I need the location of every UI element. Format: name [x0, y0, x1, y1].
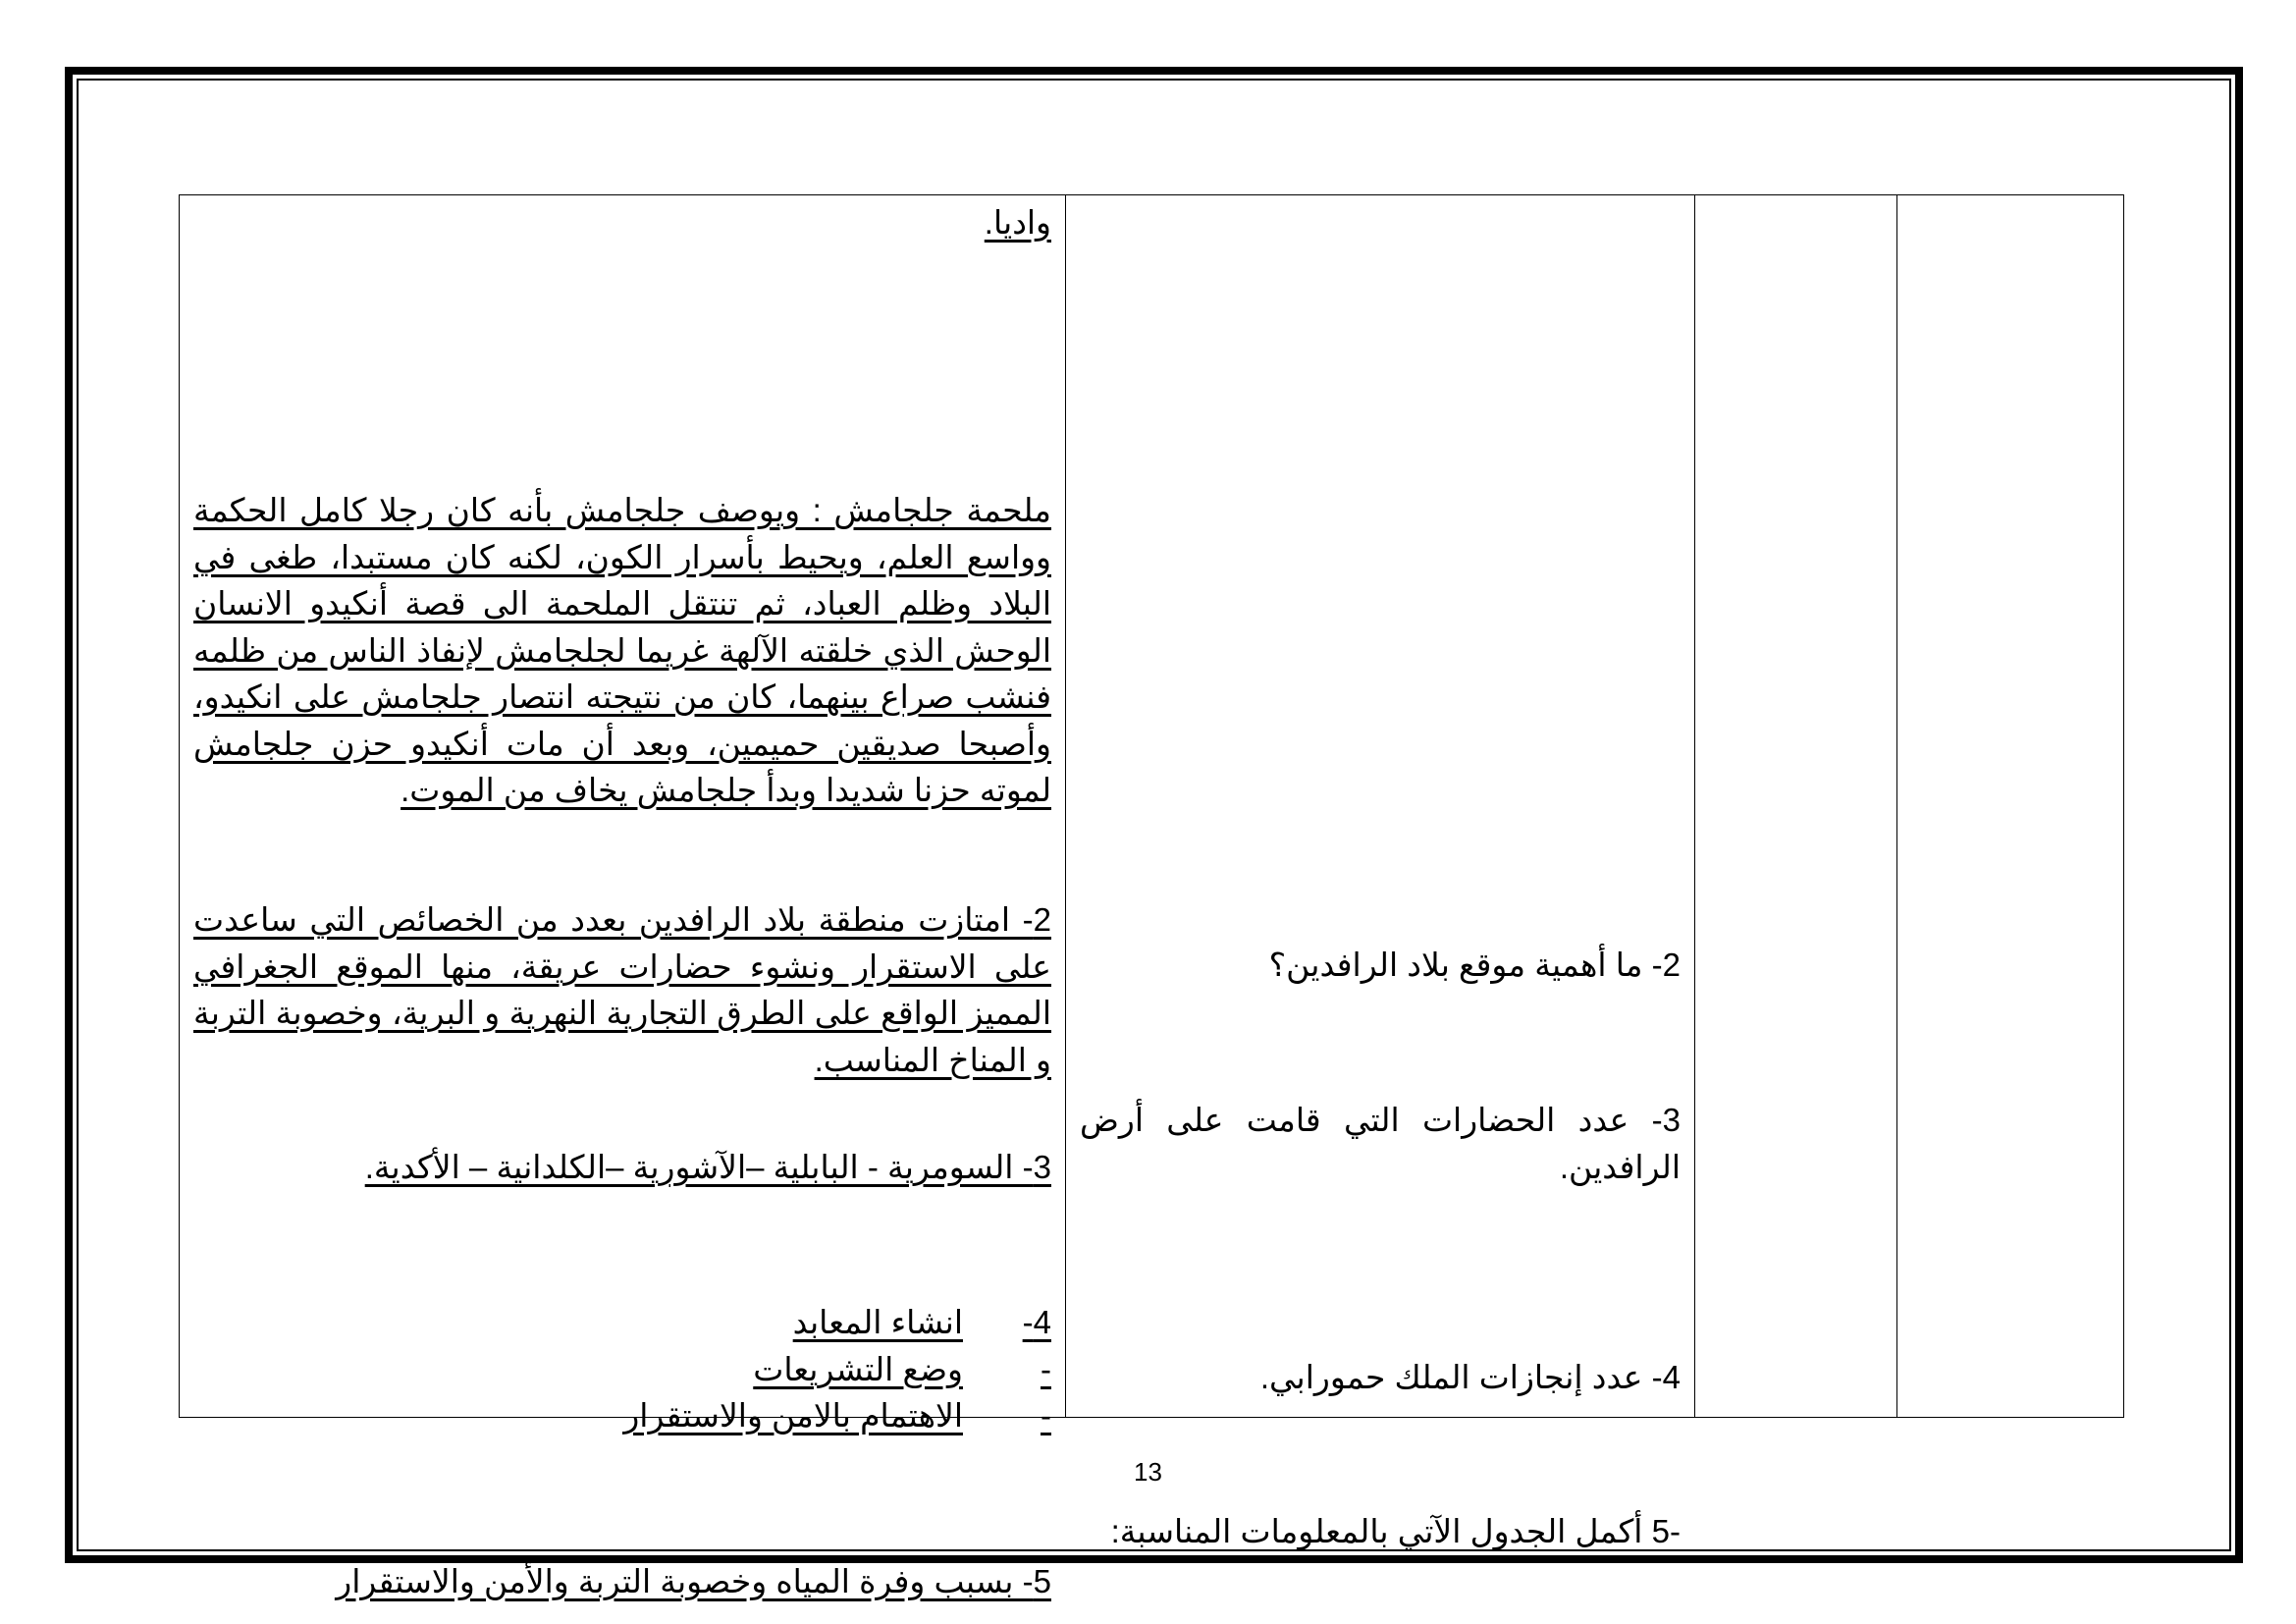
answers-column	[180, 195, 1066, 1599]
list-item	[193, 1299, 1051, 1346]
answer-5: 5- بسبب وفرة المياه وخصوبة التربة والأمن والاستقرار	[336, 1563, 1051, 1599]
list-item-number: -	[1041, 1397, 1051, 1434]
answer-3: 3- السومرية - البابلية –الآشورية –الكلدانية – الأكدية.	[364, 1149, 1051, 1185]
list-item-number: -	[1041, 1350, 1051, 1387]
question-4: 4- عدد إنجازات الملك حمورابي.	[1259, 1359, 1681, 1395]
answer-4-list	[193, 1299, 1051, 1439]
question-3: 3- عدد الحضارات التي قامت على أرض الرافدين.	[1080, 1102, 1681, 1185]
page-number: 13	[1134, 1457, 1162, 1487]
question-2: 2- ما أهمية موقع بلاد الرافدين؟	[1268, 947, 1681, 983]
answer-vadiya: واديا.	[984, 204, 1051, 241]
answer-2: 2- امتازت منطقة بلاد الرافدين بعدد من الخصائص التي ساعدت على الاستقرار ونشوء حضارات عريقة، منها الموقع الجغرافي المميز الواقع على الطرق التجارية النهرية و البرية، وخصوبة التربة و المناخ المناسب.	[193, 901, 1051, 1078]
answer-gilgamesh-epic: ملحمة جلجامش : ويوصف جلجامش بأنه كان رجلا كامل الحكمة وواسع العلم، ويحيط بأسرار الكون، لكنه كان مستبدا، طغى في البلاد وظلم العباد، ثم تنتقل الملحمة الى قصة أنكيدو الانسان الوحش الذي خلقته الآلهة غريما لجلجامش لإنفاذ الناس من ظلمه فنشب صراع بينهما، كان من نتيجته انتصار جلجامش على انكيدو، وأصبحا صديقين حميمين، وبعد أن مات أنكيدو حزن جلجامش لموته حزنا شديدا وبدأ جلجامش يخاف من الموت.	[193, 492, 1051, 808]
list-item-text: انشاء المعابد	[792, 1304, 963, 1340]
table-row	[180, 195, 2124, 1418]
question-5: -5 أكمل الجدول الآتي بالمعلومات المناسبة:	[1110, 1513, 1681, 1549]
list-item	[193, 1392, 1051, 1439]
list-item-text: وضع التشريعات	[753, 1350, 963, 1387]
blank-column-1	[1897, 195, 2124, 1418]
list-item-text: الاهتمام بالامن والاستقرار	[623, 1397, 963, 1434]
list-item-number: 4-	[1022, 1304, 1051, 1340]
blank-column-2	[1695, 195, 1897, 1418]
list-item	[193, 1346, 1051, 1393]
